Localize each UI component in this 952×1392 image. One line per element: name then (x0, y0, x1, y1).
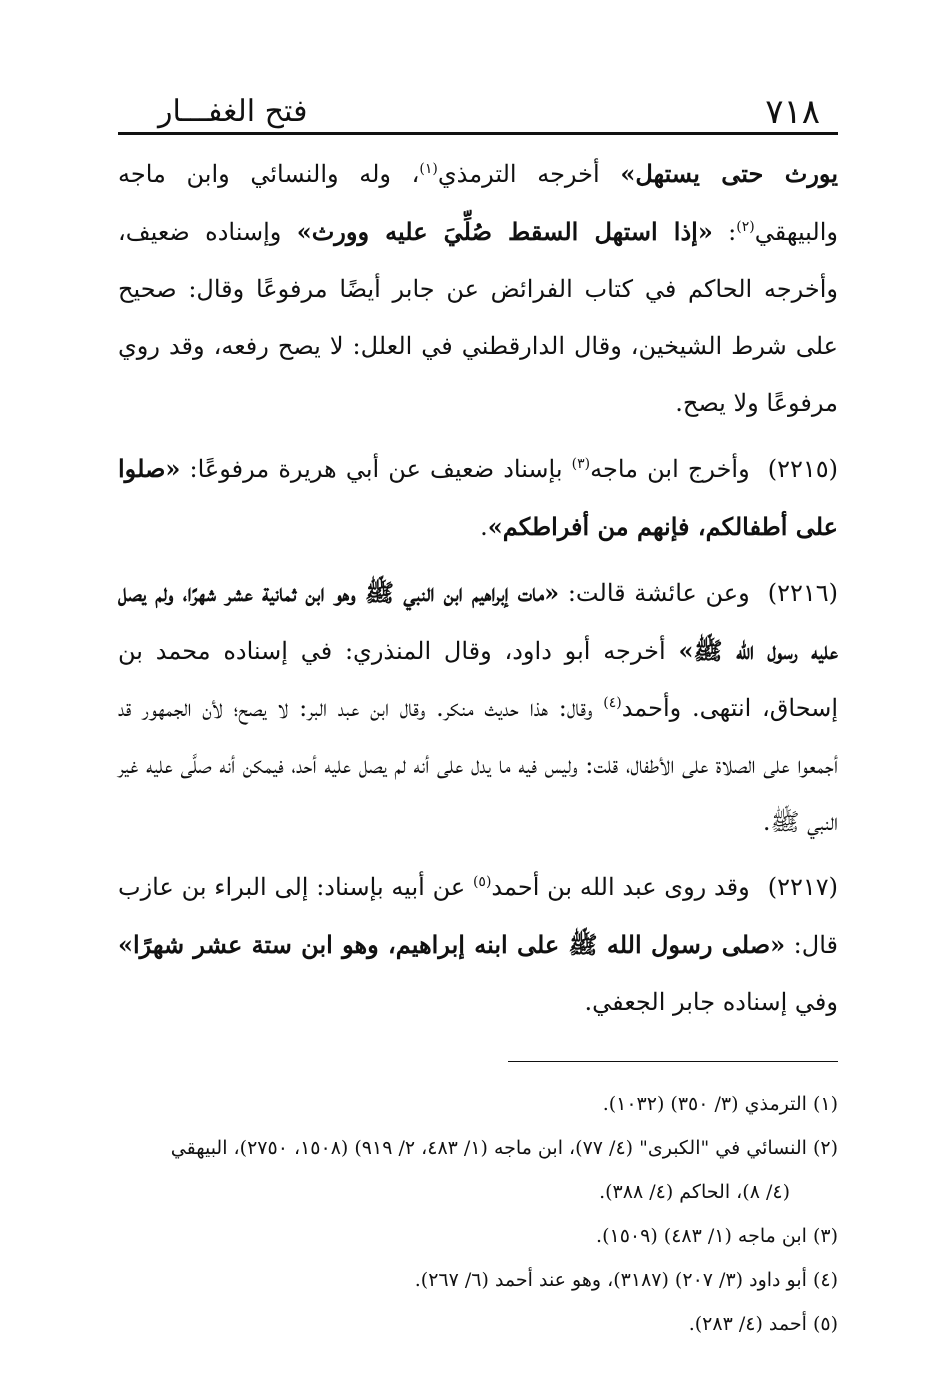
paragraph-1 (118, 145, 838, 432)
footnote-4: (٤) أبو داود (٣/ ٢٠٧) (٣١٨٧)، وهو عند أحمد (٦/ ٢٦٧). (414, 1269, 838, 1291)
paragraph-2215 (118, 440, 838, 556)
footnote-2: (٢) النسائي في "الكبرى" (٤/ ٧٧)، ابن ماجه (١/ ٤٨٣، ٢/ ٩١٩) (١٥٠٨، ٢٧٥٠)، البيهقي (170, 1137, 838, 1159)
footnote-ref[interactable]: (٤) (603, 695, 622, 711)
text-run: ، وله والنسائي وابن ماجه والبيهقي (118, 160, 838, 246)
separator-line (508, 1061, 838, 1062)
text-run: وقد روى عبد الله بن أحمد (491, 873, 750, 901)
footnote-5: (٥) أحمد (٤/ ٢٨٣). (688, 1313, 838, 1335)
paragraph-2216 (118, 564, 838, 851)
paragraph-2217 (118, 859, 838, 1031)
text-run: عن أبيه بإسناد: إلى البراء بن عازب قال: (118, 873, 838, 959)
book-title: فتح الغفـــار (158, 94, 308, 129)
text-run: . (480, 513, 488, 541)
footnote-ref[interactable]: (٣) (571, 456, 591, 472)
footnote-ref[interactable]: (١) (419, 161, 438, 177)
hadith-text: «صلى رسول الله ﷺ على ابنه إبراهيم، وهو ابن ستة عشر شهرًا» (118, 930, 786, 959)
footnote-1: (١) الترمذي (٣/ ٣٥٠) (١٠٣٢). (602, 1093, 838, 1115)
page-header (118, 90, 838, 135)
text-run: بإسناد ضعيف عن أبي هريرة مرفوعًا: (180, 455, 572, 483)
footnote-3: (٣) ابن ماجه (١/ ٤٨٣) (١٥٠٩). (596, 1225, 838, 1247)
page (118, 90, 838, 1346)
hadith-number: (٢٢١٥) (767, 455, 838, 483)
footnote-separator (118, 1061, 838, 1062)
text-run: وأخرج ابن ماجه (590, 455, 750, 483)
hadith-number: (٢٢١٦) (767, 579, 839, 607)
text-run: وعن عائشة قالت: (559, 579, 750, 607)
text-run: أخرجه أبو داود، وقال المنذري: في إسناده محمد بن إسحاق، انتهى. وأحمد (118, 637, 838, 722)
footnotes (118, 1082, 838, 1346)
hadith-text: «مات إبراهيم ابن النبي ﷺ وهو ابن ثمانية عشر شهرًا، ولم يصل عليه رسول الله ﷺ» (118, 578, 839, 665)
text-run: أخرجه الترمذي (437, 160, 621, 188)
hadith-number: (٢٢١٧) (767, 873, 838, 901)
hadith-text: «صلوا على أطفالكم، فإنهم من أفراطكم» (118, 454, 838, 541)
hadith-text: يورث حتى يستهل» (620, 159, 838, 188)
footnote-ref[interactable]: (٢) (736, 219, 755, 235)
footnote-2-continued: (٤/ ٨)، الحاكم (٤/ ٣٨٨). (599, 1181, 790, 1203)
text-run: وقال: هذا حديث منكر. وقال ابن عبد البر: لا يصح؛ لأن الجمهور قد أجمعوا على الصلاة على الأطفال، قلت: وليس فيه ما يدل على أنه لم يصل عليه أحد، فيمكن أنه صلَّى عليه غير النبي ﷺ. (118, 694, 839, 836)
text-run: وإسناده ضعيف، وأخرجه الحاكم في كتاب الفرائض عن جابر أيضًا مرفوعًا وقال: صحيح على شرط الشيخين، وقال الدارقطني في العلل: لا يصح رفعه، وقد روي مرفوعًا ولا يصح. (118, 218, 838, 417)
page-number: ٧١٨ (765, 92, 820, 132)
text-run: : (712, 218, 737, 246)
text-run: وفي إسناده جابر الجعفي. (584, 988, 838, 1016)
footnote-ref[interactable]: (٥) (472, 874, 492, 890)
main-text (118, 145, 838, 1031)
hadith-text: «إذا استهل السقط صُلِّيَ عليه وورث» (296, 217, 713, 246)
